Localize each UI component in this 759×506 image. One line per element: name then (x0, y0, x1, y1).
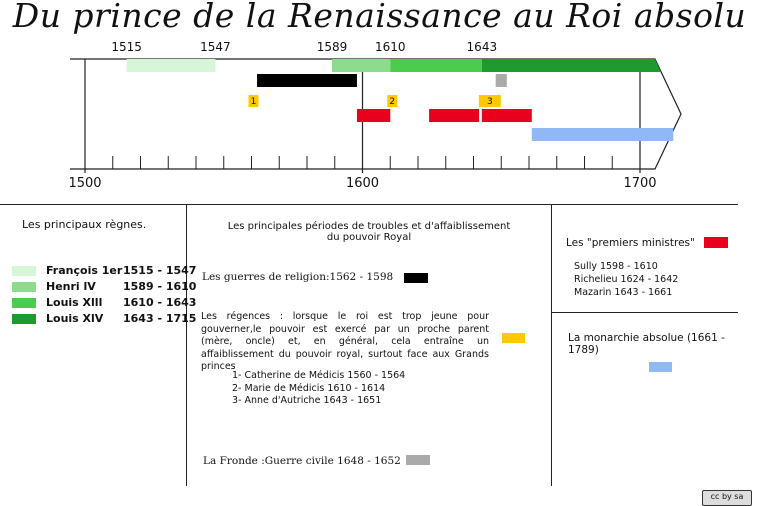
fronde-swatch (406, 455, 430, 465)
reign-swatch (12, 266, 36, 276)
divider-vertical-left (186, 204, 187, 486)
regence-item-3: 3- Anne d'Autriche 1643 - 1651 (232, 395, 382, 406)
regency-marker-number: 3 (486, 97, 493, 107)
reign-start-label: 1515 (111, 40, 142, 54)
axis-tick-label: 1700 (623, 176, 657, 191)
religion-label: Les guerres de religion:1562 - 1598 (202, 271, 394, 283)
period-bar (496, 74, 507, 87)
reign-start-label: 1547 (200, 40, 231, 54)
minister-sully: Sully 1598 - 1610 (574, 261, 658, 272)
reign-dates: 1515 - 1547 (123, 264, 197, 277)
reign-bar (127, 59, 216, 72)
reign-name: Louis Xlll (46, 296, 103, 309)
regency-marker-number: 2 (389, 97, 396, 107)
ministers-swatch (704, 237, 728, 248)
period-bar (429, 109, 479, 122)
page-title: Du prince de la Renaissance au Roi absolu (12, 0, 747, 35)
reign-start-label: 1610 (374, 40, 406, 54)
reign-dates: 1643 - 1715 (123, 312, 197, 325)
regence-item-1: 1- Catherine de Médicis 1560 - 1564 (232, 370, 406, 381)
divider-vertical-right (551, 204, 552, 486)
troubles-heading-line1: Les principales périodes de troubles et d'affaiblissement (227, 221, 511, 232)
fronde-label: La Fronde :Guerre civile 1648 - 1652 (203, 455, 401, 467)
reign-bar (482, 59, 661, 72)
reign-bar (332, 59, 390, 72)
period-bar (257, 74, 357, 87)
regency-marker-number: 1 (250, 97, 257, 107)
axis-tick-label: 1500 (68, 176, 102, 191)
reign-swatch (12, 314, 36, 324)
reign-swatch (12, 298, 36, 308)
divider-right-panel (551, 312, 738, 313)
reign-name: Henri lV (46, 280, 96, 293)
period-bar (357, 109, 390, 122)
period-bar (482, 109, 532, 122)
reign-name: Louis XlV (46, 312, 104, 325)
regences-swatch (502, 333, 525, 343)
reigns-heading: Les principaux règnes. (22, 218, 147, 231)
reign-swatch (12, 282, 36, 292)
timeline-chart (0, 0, 759, 200)
reign-dates: 1610 - 1643 (123, 296, 197, 309)
divider-horizontal (0, 204, 738, 205)
period-bar (532, 128, 674, 141)
reign-bar (390, 59, 482, 72)
absolute-heading: La monarchie absolue (1661 - 1789) (568, 332, 725, 356)
religion-swatch (404, 273, 428, 283)
absolute-swatch (649, 362, 672, 372)
reign-name: François 1er (46, 264, 123, 277)
ministers-heading: Les "premiers ministres" (566, 237, 695, 249)
ministers-list (574, 260, 678, 299)
regences-list (232, 370, 405, 408)
regences-text: Les régences : lorsque le roi est trop jeune pour gouverner,le pouvoir est exercé par un proche parent (mère, oncle) et, en général, cela entraîne un affaiblissement du pouvoir royal, surtout face aux Grands princes (201, 311, 489, 372)
axis-tick-label: 1600 (345, 176, 380, 191)
license-text: cc by sa (710, 492, 744, 501)
reign-dates: 1589 - 1610 (123, 280, 197, 293)
license-badge[interactable] (702, 490, 752, 506)
regence-item-2: 2- Marie de Médicis 1610 - 1614 (232, 382, 386, 394)
minister-mazarin: Mazarin 1643 - 1661 (574, 287, 673, 298)
minister-richelieu: Richelieu 1624 - 1642 (574, 274, 679, 285)
reign-start-label: 1589 (316, 40, 348, 54)
troubles-heading-line2: du pouvoir Royal (326, 232, 412, 243)
reign-start-label: 1643 (466, 40, 498, 54)
troubles-heading (190, 221, 548, 243)
